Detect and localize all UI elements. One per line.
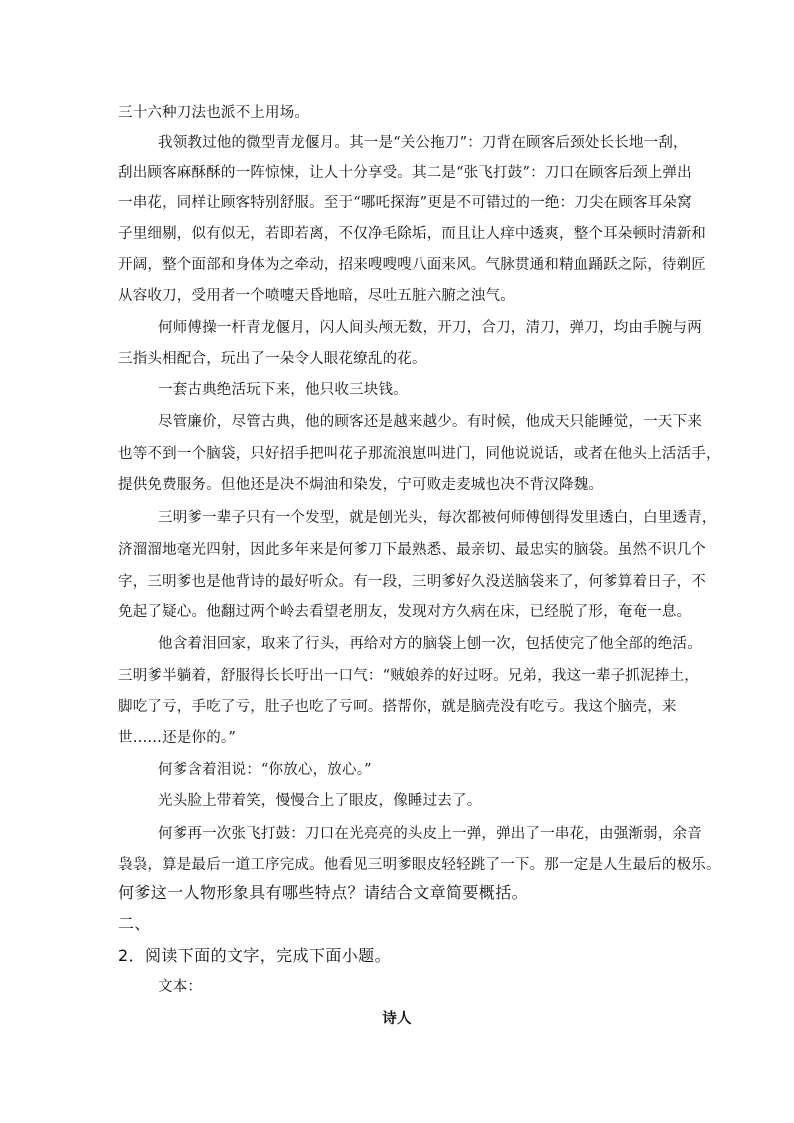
poem-title: 诗人 <box>382 1010 412 1027</box>
paragraph-line: 三指头相配合，玩出了一朵令人眼花缭乱的花。 <box>118 351 427 367</box>
paragraph-line: 济溜溜地毫光四射，因此多年来是何爹刀下最熟悉、最亲切、最忠实的脑袋。虽然不识几个 <box>118 542 706 558</box>
question-text: 何爹这一人物形象具有哪些特点？请结合文章简要概括。 <box>118 883 529 902</box>
paragraph-line: 开阔，整个面部和身体为之牵动，招来嗖嗖嗖八面来风。气脉贯通和精血踊跃之际，待剃匠 <box>118 257 706 273</box>
paragraph-line: 一套古典绝活玩下来，他只收三块钱。 <box>158 382 408 398</box>
paragraph-line: 何爹含着泪说：“你放心，放心。” <box>158 762 372 778</box>
paragraph-line: 他含着泪回家，取来了行头，再给对方的脑袋上刨一次，包括使完了他全部的绝活。 <box>158 636 702 652</box>
paragraph-line: 何师傅操一杆青龙偃月，闪人间头颅无数，开刀，合刀，清刀，弹刀，均由手腕与两 <box>158 320 702 336</box>
paragraph-line: 从容收刀，受用者一个喷嚏天昏地暗，尽吐五脏六腑之浊气。 <box>118 288 515 304</box>
paragraph-line: 刮出顾客麻酥酥的一阵惊悚，让人十分享受。其二是“张飞打鼓”：刀口在顾客后颈上弹出 <box>118 165 692 181</box>
paragraph-line: 世……还是你的。” <box>118 730 236 746</box>
paragraph-line: 三十六种刀法也派不上用场。 <box>118 105 310 121</box>
paragraph-line: 三明爹一辈子只有一个发型，就是刨光头，每次都被何师傅刨得发里透白，白里透青， <box>158 510 717 526</box>
paragraph-line: 尽管廉价，尽管古典，他的顾客还是越来越少。有时候，他成天只能睡觉，一天下来 <box>158 414 702 430</box>
paragraph-line: 字，三明爹也是他背诗的最好听众。有一段，三明爹好久没送脑袋来了，何爹算着日子，不 <box>118 574 706 590</box>
item-instruction: 2．阅读下面的文字，完成下面小题。 <box>118 946 391 965</box>
paragraph-line: 也等不到一个脑袋，只好招手把叫花子那流浪崽叫进门，同他说说话，或者在他头上活活手， <box>118 446 721 462</box>
paragraph-line: 脚吃了亏，手吃了亏，肚子也吃了亏呵。搭帮你，就是脑壳没有吃亏。我这个脑壳，来 <box>118 699 677 715</box>
paragraph-line: 一串花，同样让顾客特别舒服。至于“哪吒探海”更是不可错过的一绝：刀尖在顾客耳朵窝 <box>118 195 692 211</box>
paragraph-line: 何爹再一次张飞打鼓：刀口在光亮亮的头皮上一弹，弹出了一串花，由强渐弱，余音 <box>158 826 702 842</box>
paragraph-line: 袅袅，算是最后一道工序完成。他看见三明爹眼皮轻轻跳了一下。那一定是人生最后的极乐。 <box>118 857 721 873</box>
paragraph-line: 我领教过他的微型青龙偃月。其一是“关公拖刀”：刀背在顾客后颈处长长地一刮， <box>158 135 688 151</box>
paragraph-line: 提供免费服务。但他还是决不焗油和染发，宁可败走麦城也决不背汉降魏。 <box>118 477 604 493</box>
paragraph-line: 免起了疑心。他翻过两个岭去看望老朋友，发现对方久病在床，已经脱了形，奄奄一息。 <box>118 604 692 620</box>
section-heading: 二、 <box>118 914 151 933</box>
paragraph-line: 三明爹半躺着，舒服得长长吁出一口气：“贼娘养的好过呀。兄弟，我这一辈子抓泥捧土， <box>118 668 699 684</box>
paragraph-line: 光头脸上带着笑，慢慢合上了眼皮，像睡过去了。 <box>158 793 482 809</box>
paragraph-line: 子里细剔，似有似无，若即若离，不仅净毛除垢，而且让人痒中透爽，整个耳朵顿时清新和 <box>118 226 706 242</box>
text-label: 文本： <box>158 979 203 995</box>
